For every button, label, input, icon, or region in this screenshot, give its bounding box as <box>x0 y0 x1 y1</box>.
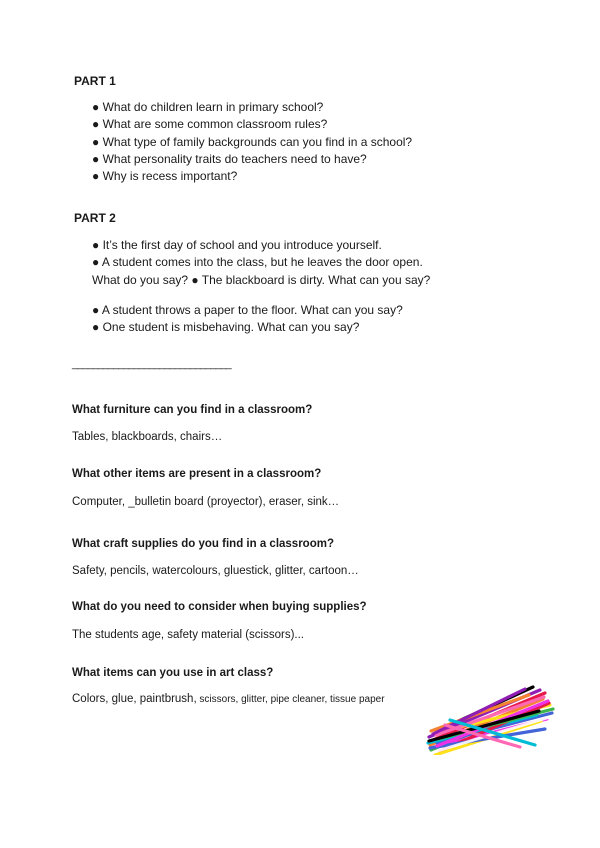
list-item: ● Why is recess important? <box>92 169 238 184</box>
answer-text: The students age, safety material (scissors)... <box>72 629 305 641</box>
list-item: ● What do children learn in primary school? <box>92 100 324 114</box>
part-1-question-list <box>92 99 432 185</box>
answer-text-small: scissors, glitter, pipe cleaner, tissue paper <box>196 694 385 705</box>
part-2-item: ● A student throws a paper to the floor. What can you say? <box>92 303 403 317</box>
question-heading: What furniture can you find in a classroom? <box>72 404 313 416</box>
answer-text: Safety, pencils, watercolours, gluestick, glitter, cartoon… <box>72 565 359 577</box>
part-2-item-paragraph: ● A student comes into the class, but he leaves the door open. What do you say? ● The blackboard is dirty. What can you say? <box>92 255 431 287</box>
question-heading: What other items are present in a classroom? <box>72 468 322 480</box>
answer-text <box>72 693 385 705</box>
list-item: ● What personality traits do teachers need to have? <box>92 151 367 166</box>
part-2-item: ● One student is misbehaving. What can you say? <box>92 320 360 334</box>
part-1-title: PART 1 <box>74 74 116 88</box>
answer-text-main: Colors, glue, paintbrush, <box>72 693 197 705</box>
pipe-cleaners-image <box>425 685 555 755</box>
answer-text: Computer, _bulletin board (proyector), eraser, sink… <box>72 496 340 508</box>
question-heading: What items can you use in art class? <box>72 667 274 679</box>
question-heading: What do you need to consider when buying supplies? <box>72 601 367 613</box>
part-2-title: PART 2 <box>74 211 116 225</box>
separator-line: _______________________________ <box>72 358 231 370</box>
list-item: ● What type of family backgrounds can you find in a school? <box>92 134 413 149</box>
part-2-item: ● It’s the first day of school and you introduce yourself. <box>92 238 382 252</box>
question-heading: What craft supplies do you find in a classroom? <box>72 538 334 550</box>
list-item: ● What are some common classroom rules? <box>92 117 328 132</box>
answer-text: Tables, blackboards, chairs… <box>72 431 223 443</box>
